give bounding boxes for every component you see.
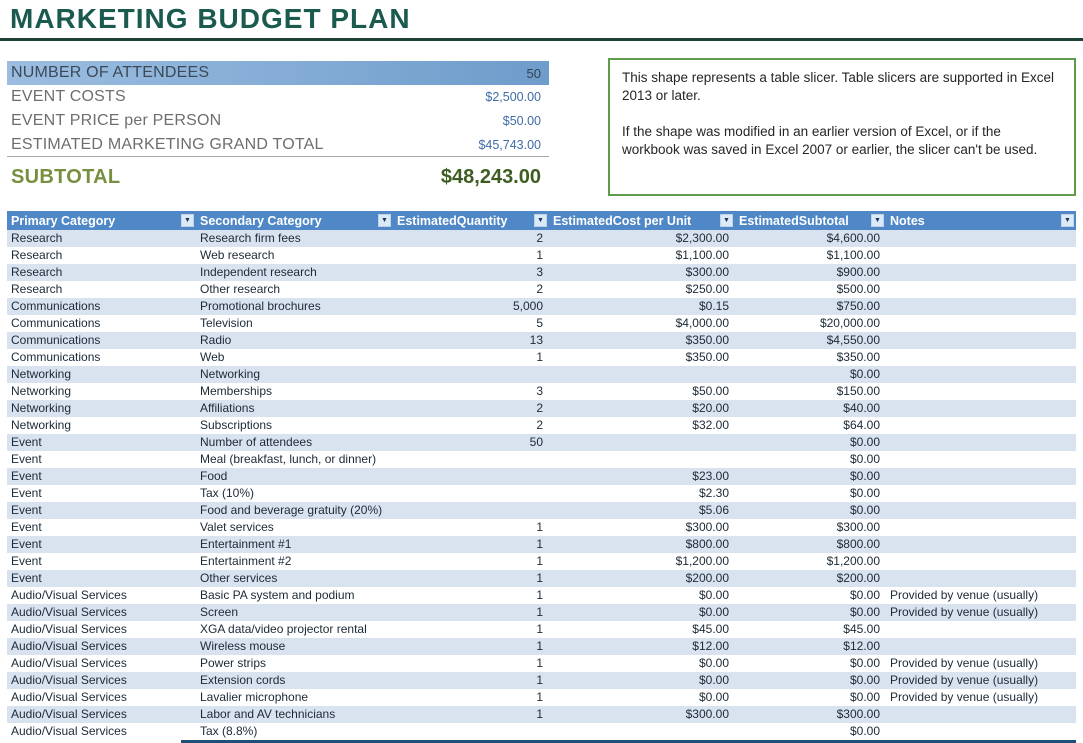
filter-dropdown-icon[interactable]: ▼ bbox=[720, 214, 733, 227]
cell-secondary-category[interactable]: Wireless mouse bbox=[200, 639, 286, 653]
cell-estimated-cost-per-unit[interactable]: $50.00 bbox=[692, 384, 729, 398]
cell-primary-category[interactable]: Networking bbox=[11, 367, 72, 381]
cell-estimated-quantity[interactable]: 1 bbox=[536, 707, 543, 721]
budget-table bbox=[7, 211, 1076, 740]
cell-estimated-cost-per-unit[interactable]: $200.00 bbox=[685, 571, 729, 585]
cell-estimated-subtotal[interactable]: $0.00 bbox=[849, 724, 880, 738]
table-row bbox=[7, 281, 1076, 298]
table-row bbox=[7, 553, 1076, 570]
cell-primary-category[interactable]: Audio/Visual Services bbox=[11, 605, 127, 619]
cell-notes[interactable] bbox=[886, 434, 1076, 451]
cell-estimated-cost-per-unit[interactable]: $300.00 bbox=[685, 520, 729, 534]
grand-total-value-cell[interactable]: $45,743.00 bbox=[478, 137, 541, 152]
cell-primary-category[interactable]: Communications bbox=[11, 333, 101, 347]
cell-estimated-cost-per-unit[interactable]: $45.00 bbox=[692, 622, 729, 636]
cell-estimated-cost-per-unit[interactable]: $2.30 bbox=[698, 486, 729, 500]
cell-estimated-quantity[interactable]: 13 bbox=[529, 333, 543, 347]
cell-secondary-category[interactable]: Valet services bbox=[200, 520, 274, 534]
cell-estimated-subtotal[interactable]: $45.00 bbox=[843, 622, 880, 636]
cell-estimated-quantity[interactable]: 2 bbox=[536, 282, 543, 296]
cell-secondary-category[interactable]: Number of attendees bbox=[200, 435, 313, 449]
cell-notes[interactable] bbox=[886, 621, 1076, 638]
table-row bbox=[7, 536, 1076, 553]
cell-estimated-quantity[interactable]: 5,000 bbox=[512, 299, 543, 313]
cell-secondary-category[interactable]: Networking bbox=[200, 367, 261, 381]
cell-estimated-cost-per-unit[interactable]: $4,000.00 bbox=[675, 316, 729, 330]
table-row bbox=[7, 706, 1076, 723]
cell-notes[interactable] bbox=[886, 230, 1076, 247]
cell-estimated-cost-per-unit[interactable]: $5.06 bbox=[698, 503, 729, 517]
cell-estimated-subtotal[interactable]: $0.00 bbox=[849, 503, 880, 517]
column-header-label: Primary Category bbox=[11, 213, 116, 228]
cell-secondary-category[interactable]: Food bbox=[200, 469, 228, 483]
column-header-label: Notes bbox=[890, 213, 925, 228]
cell-estimated-cost-per-unit[interactable] bbox=[549, 434, 735, 451]
cell-estimated-subtotal[interactable]: $150.00 bbox=[836, 384, 880, 398]
page-title: MARKETING BUDGET PLAN bbox=[10, 3, 411, 34]
table-row bbox=[7, 400, 1076, 417]
cell-estimated-quantity[interactable] bbox=[393, 723, 549, 740]
subtotal-label-cell[interactable]: SUBTOTAL bbox=[11, 166, 121, 188]
cell-estimated-cost-per-unit[interactable]: $12.00 bbox=[692, 639, 729, 653]
cell-secondary-category[interactable]: Food and beverage gratuity (20%) bbox=[200, 503, 383, 517]
cell-estimated-quantity[interactable]: 1 bbox=[536, 690, 543, 704]
cell-notes[interactable] bbox=[886, 468, 1076, 485]
table-row bbox=[7, 638, 1076, 655]
cell-secondary-category[interactable]: Power strips bbox=[200, 656, 267, 670]
cell-secondary-category[interactable]: Extension cords bbox=[200, 673, 286, 687]
column-header-estimated-subtotal bbox=[735, 211, 886, 230]
attendees-value-cell[interactable]: 50 bbox=[526, 65, 541, 81]
cell-estimated-subtotal[interactable]: $200.00 bbox=[836, 571, 880, 585]
table-row bbox=[7, 451, 1076, 468]
cell-notes[interactable] bbox=[886, 349, 1076, 366]
cell-estimated-quantity[interactable]: 2 bbox=[536, 401, 543, 415]
cell-notes[interactable] bbox=[886, 553, 1076, 570]
cell-primary-category[interactable]: Research bbox=[11, 265, 63, 279]
table-row bbox=[7, 366, 1076, 383]
summary-row-grand-total bbox=[7, 133, 549, 157]
table-row bbox=[7, 723, 1076, 740]
cell-primary-category[interactable]: Event bbox=[11, 503, 42, 517]
cell-primary-category[interactable]: Networking bbox=[11, 384, 72, 398]
table-row bbox=[7, 570, 1076, 587]
cell-estimated-quantity[interactable]: 1 bbox=[536, 537, 543, 551]
cell-secondary-category[interactable]: Web bbox=[200, 350, 225, 364]
cell-secondary-category[interactable]: Tax (8.8%) bbox=[200, 724, 258, 738]
cell-estimated-subtotal[interactable]: $64.00 bbox=[843, 418, 880, 432]
cell-secondary-category[interactable]: Entertainment #2 bbox=[200, 554, 292, 568]
cell-estimated-quantity[interactable]: 2 bbox=[536, 418, 543, 432]
cell-estimated-quantity[interactable]: 3 bbox=[536, 384, 543, 398]
column-header-label: EstimatedSubtotal bbox=[739, 213, 849, 228]
cell-estimated-cost-per-unit[interactable] bbox=[549, 723, 735, 740]
cell-estimated-cost-per-unit[interactable] bbox=[549, 366, 735, 383]
cell-notes[interactable] bbox=[886, 638, 1076, 655]
cell-estimated-quantity[interactable]: 2 bbox=[536, 231, 543, 245]
cell-primary-category[interactable]: Event bbox=[11, 486, 42, 500]
table-row bbox=[7, 349, 1076, 366]
cell-estimated-quantity[interactable]: 1 bbox=[536, 248, 543, 262]
table-row bbox=[7, 502, 1076, 519]
cell-primary-category[interactable]: Audio/Visual Services bbox=[11, 588, 127, 602]
cell-notes[interactable] bbox=[886, 315, 1076, 332]
cell-notes[interactable] bbox=[886, 383, 1076, 400]
table-row bbox=[7, 247, 1076, 264]
cell-estimated-quantity[interactable]: 1 bbox=[536, 520, 543, 534]
cell-notes[interactable] bbox=[886, 723, 1076, 740]
cell-estimated-quantity[interactable] bbox=[393, 366, 549, 383]
cell-estimated-quantity[interactable]: 5 bbox=[536, 316, 543, 330]
cell-estimated-cost-per-unit[interactable]: $350.00 bbox=[685, 350, 729, 364]
column-header-label: EstimatedCost per Unit bbox=[553, 213, 692, 228]
cell-secondary-category[interactable]: Meal (breakfast, lunch, or dinner) bbox=[200, 452, 377, 466]
column-header-estimated-quantity bbox=[393, 211, 549, 230]
table-row bbox=[7, 587, 1076, 604]
cell-notes[interactable] bbox=[886, 247, 1076, 264]
cell-estimated-subtotal[interactable]: $1,200.00 bbox=[826, 554, 880, 568]
cell-estimated-subtotal[interactable]: $0.00 bbox=[849, 435, 880, 449]
cell-estimated-cost-per-unit[interactable]: $0.00 bbox=[698, 690, 729, 704]
cell-estimated-quantity[interactable] bbox=[393, 468, 549, 485]
cell-estimated-cost-per-unit[interactable]: $0.00 bbox=[698, 605, 729, 619]
cell-primary-category[interactable]: Event bbox=[11, 571, 42, 585]
cell-secondary-category[interactable]: Screen bbox=[200, 605, 239, 619]
column-header-estimated-cost-per-unit bbox=[549, 211, 735, 230]
cell-estimated-cost-per-unit[interactable]: $0.00 bbox=[698, 656, 729, 670]
cell-secondary-category[interactable]: XGA data/video projector rental bbox=[200, 622, 367, 636]
table-row bbox=[7, 468, 1076, 485]
cell-primary-category[interactable]: Event bbox=[11, 554, 42, 568]
cell-estimated-subtotal[interactable]: $0.00 bbox=[849, 367, 880, 381]
cell-primary-category[interactable]: Networking bbox=[11, 401, 72, 415]
table-row bbox=[7, 434, 1076, 451]
cell-estimated-quantity[interactable]: 50 bbox=[529, 435, 543, 449]
slicer-note-shape[interactable] bbox=[608, 58, 1076, 196]
cell-primary-category[interactable]: Event bbox=[11, 452, 42, 466]
cell-estimated-cost-per-unit[interactable]: $32.00 bbox=[692, 418, 729, 432]
cell-secondary-category[interactable]: Basic PA system and podium bbox=[200, 588, 355, 602]
cell-primary-category[interactable]: Event bbox=[11, 537, 42, 551]
event-costs-label-cell[interactable]: EVENT COSTS bbox=[11, 88, 126, 105]
table-row bbox=[7, 621, 1076, 638]
filter-dropdown-icon[interactable]: ▼ bbox=[534, 214, 547, 227]
filter-dropdown-icon[interactable]: ▼ bbox=[1061, 214, 1074, 227]
cell-secondary-category[interactable]: Tax (10%) bbox=[200, 486, 255, 500]
cell-primary-category[interactable]: Audio/Visual Services bbox=[11, 707, 127, 721]
summary-row-event-price bbox=[7, 109, 549, 133]
cell-primary-category[interactable]: Audio/Visual Services bbox=[11, 656, 127, 670]
filter-dropdown-icon[interactable]: ▼ bbox=[871, 214, 884, 227]
cell-estimated-subtotal[interactable]: $1,100.00 bbox=[826, 248, 880, 262]
column-header-label: Secondary Category bbox=[200, 213, 322, 228]
cell-estimated-subtotal[interactable]: $750.00 bbox=[836, 299, 880, 313]
event-costs-value-cell[interactable]: $2,500.00 bbox=[485, 90, 541, 104]
cell-estimated-quantity[interactable] bbox=[393, 502, 549, 519]
attendees-label-cell[interactable]: NUMBER OF ATTENDEES bbox=[11, 64, 210, 81]
table-row bbox=[7, 298, 1076, 315]
cell-primary-category[interactable]: Research bbox=[11, 231, 63, 245]
summary-row-attendees bbox=[7, 61, 549, 85]
cell-estimated-subtotal[interactable]: $20,000.00 bbox=[819, 316, 880, 330]
table-row bbox=[7, 672, 1076, 689]
cell-primary-category[interactable]: Audio/Visual Services bbox=[11, 639, 127, 653]
grand-total-label-cell[interactable]: ESTIMATED MARKETING GRAND TOTAL bbox=[11, 135, 324, 153]
cell-estimated-cost-per-unit[interactable]: $1,100.00 bbox=[675, 248, 729, 262]
cell-notes[interactable] bbox=[886, 570, 1076, 587]
cell-estimated-quantity[interactable]: 1 bbox=[536, 554, 543, 568]
cell-estimated-cost-per-unit[interactable]: $300.00 bbox=[685, 265, 729, 279]
cell-primary-category[interactable]: Event bbox=[11, 469, 42, 483]
cell-estimated-cost-per-unit[interactable]: $300.00 bbox=[685, 707, 729, 721]
table-row bbox=[7, 485, 1076, 502]
cell-estimated-subtotal[interactable]: $4,550.00 bbox=[826, 333, 880, 347]
cell-primary-category[interactable]: Audio/Visual Services bbox=[11, 690, 127, 704]
cell-estimated-quantity[interactable] bbox=[393, 485, 549, 502]
cell-estimated-subtotal[interactable]: $900.00 bbox=[836, 265, 880, 279]
cell-estimated-cost-per-unit[interactable]: $250.00 bbox=[685, 282, 729, 296]
cell-notes[interactable] bbox=[886, 519, 1076, 536]
cell-secondary-category[interactable]: Promotional brochures bbox=[200, 299, 321, 313]
table-row bbox=[7, 655, 1076, 672]
cell-estimated-quantity[interactable]: 1 bbox=[536, 622, 543, 636]
event-price-value-cell[interactable]: $50.00 bbox=[502, 114, 541, 128]
summary-panel bbox=[7, 61, 549, 196]
cell-notes[interactable]: Provided by venue (usually) bbox=[890, 690, 1039, 704]
cell-estimated-quantity[interactable]: 1 bbox=[536, 639, 543, 653]
summary-row-event-costs bbox=[7, 85, 549, 109]
cell-primary-category[interactable]: Audio/Visual Services bbox=[11, 622, 127, 636]
subtotal-value-cell[interactable]: $48,243.00 bbox=[440, 166, 541, 188]
cell-notes[interactable] bbox=[886, 706, 1076, 723]
cell-secondary-category[interactable]: Other research bbox=[200, 282, 281, 296]
cell-estimated-cost-per-unit[interactable]: $350.00 bbox=[685, 333, 729, 347]
cell-primary-category[interactable]: Event bbox=[11, 520, 42, 534]
title-divider bbox=[0, 38, 1083, 41]
cell-estimated-subtotal[interactable]: $0.00 bbox=[849, 486, 880, 500]
cell-notes[interactable] bbox=[886, 417, 1076, 434]
cell-notes[interactable] bbox=[886, 332, 1076, 349]
column-header-secondary-category bbox=[196, 211, 393, 230]
cell-estimated-quantity[interactable]: 3 bbox=[536, 265, 543, 279]
cell-secondary-category[interactable]: Web research bbox=[200, 248, 275, 262]
cell-notes[interactable]: Provided by venue (usually) bbox=[890, 673, 1039, 687]
table-row bbox=[7, 417, 1076, 434]
cell-estimated-subtotal[interactable]: $0.00 bbox=[849, 656, 880, 670]
cell-estimated-cost-per-unit[interactable]: $23.00 bbox=[692, 469, 729, 483]
cell-secondary-category[interactable]: Independent research bbox=[200, 265, 317, 279]
cell-estimated-cost-per-unit[interactable] bbox=[549, 451, 735, 468]
cell-estimated-quantity[interactable] bbox=[393, 451, 549, 468]
cell-estimated-cost-per-unit[interactable]: $1,200.00 bbox=[675, 554, 729, 568]
slicer-note-paragraph-2: If the shape was modified in an earlier version of Excel, or if the workbook was saved in Excel 2007 or earlier, the slicer can't be used. bbox=[622, 123, 1038, 157]
cell-primary-category[interactable]: Communications bbox=[11, 299, 101, 313]
table-row bbox=[7, 315, 1076, 332]
cell-estimated-cost-per-unit[interactable]: $0.00 bbox=[698, 588, 729, 602]
cell-notes[interactable] bbox=[886, 536, 1076, 553]
cell-estimated-subtotal[interactable]: $12.00 bbox=[843, 639, 880, 653]
cell-notes[interactable]: Provided by venue (usually) bbox=[890, 588, 1039, 602]
cell-estimated-quantity[interactable]: 1 bbox=[536, 673, 543, 687]
cell-primary-category[interactable]: Audio/Visual Services bbox=[11, 724, 127, 738]
cell-estimated-subtotal[interactable]: $0.00 bbox=[849, 469, 880, 483]
cell-secondary-category[interactable]: Other services bbox=[200, 571, 278, 585]
summary-row-subtotal bbox=[7, 159, 549, 196]
cell-secondary-category[interactable]: Lavalier microphone bbox=[200, 690, 309, 704]
cell-estimated-subtotal[interactable]: $800.00 bbox=[836, 537, 880, 551]
cell-secondary-category[interactable]: Radio bbox=[200, 333, 232, 347]
cell-secondary-category[interactable]: Memberships bbox=[200, 384, 273, 398]
cell-notes[interactable] bbox=[886, 281, 1076, 298]
table-row bbox=[7, 383, 1076, 400]
cell-primary-category[interactable]: Networking bbox=[11, 418, 72, 432]
cell-notes[interactable]: Provided by venue (usually) bbox=[890, 605, 1039, 619]
cell-estimated-subtotal[interactable]: $350.00 bbox=[836, 350, 880, 364]
table-row bbox=[7, 264, 1076, 281]
cell-estimated-subtotal[interactable]: $0.00 bbox=[849, 588, 880, 602]
cell-notes[interactable] bbox=[886, 451, 1076, 468]
cell-notes[interactable] bbox=[886, 264, 1076, 281]
cell-estimated-cost-per-unit[interactable]: $2,300.00 bbox=[675, 231, 729, 245]
cell-primary-category[interactable]: Communications bbox=[11, 350, 101, 364]
cell-estimated-quantity[interactable]: 1 bbox=[536, 571, 543, 585]
cell-secondary-category[interactable]: Labor and AV technicians bbox=[200, 707, 336, 721]
cell-estimated-cost-per-unit[interactable]: $0.00 bbox=[698, 673, 729, 687]
cell-primary-category[interactable]: Audio/Visual Services bbox=[11, 673, 127, 687]
cell-estimated-subtotal[interactable]: $4,600.00 bbox=[826, 231, 880, 245]
table-row bbox=[7, 230, 1076, 247]
budget-table-body bbox=[7, 230, 1076, 740]
cell-secondary-category[interactable]: Subscriptions bbox=[200, 418, 273, 432]
cell-estimated-quantity[interactable]: 1 bbox=[536, 656, 543, 670]
cell-primary-category[interactable]: Event bbox=[11, 435, 42, 449]
cell-estimated-subtotal[interactable]: $0.00 bbox=[849, 690, 880, 704]
cell-notes[interactable]: Provided by venue (usually) bbox=[890, 656, 1039, 670]
cell-secondary-category[interactable]: Television bbox=[200, 316, 253, 330]
cell-estimated-subtotal[interactable]: $0.00 bbox=[849, 452, 880, 466]
cell-secondary-category[interactable]: Affiliations bbox=[200, 401, 255, 415]
cell-notes[interactable] bbox=[886, 502, 1076, 519]
column-header-notes bbox=[886, 211, 1076, 230]
cell-primary-category[interactable]: Research bbox=[11, 282, 63, 296]
cell-notes[interactable] bbox=[886, 485, 1076, 502]
cell-secondary-category[interactable]: Entertainment #1 bbox=[200, 537, 292, 551]
cell-estimated-subtotal[interactable]: $0.00 bbox=[849, 673, 880, 687]
cell-estimated-subtotal[interactable]: $0.00 bbox=[849, 605, 880, 619]
filter-dropdown-icon[interactable]: ▼ bbox=[181, 214, 194, 227]
cell-estimated-subtotal[interactable]: $300.00 bbox=[836, 707, 880, 721]
table-header-row bbox=[7, 211, 1076, 230]
column-header-label: EstimatedQuantity bbox=[397, 213, 508, 228]
cell-estimated-cost-per-unit[interactable]: $0.15 bbox=[698, 299, 729, 313]
cell-notes[interactable] bbox=[886, 400, 1076, 417]
cell-estimated-quantity[interactable]: 1 bbox=[536, 588, 543, 602]
table-row bbox=[7, 689, 1076, 706]
slicer-note-paragraph-1: This shape represents a table slicer. Table slicers are supported in Excel 2013 or later. bbox=[622, 70, 1054, 103]
cell-estimated-subtotal[interactable]: $40.00 bbox=[843, 401, 880, 415]
cell-primary-category[interactable]: Communications bbox=[11, 316, 101, 330]
cell-estimated-subtotal[interactable]: $300.00 bbox=[836, 520, 880, 534]
event-price-label-cell[interactable]: EVENT PRICE per PERSON bbox=[11, 112, 222, 129]
filter-dropdown-icon[interactable]: ▼ bbox=[378, 214, 391, 227]
column-header-primary-category bbox=[7, 211, 196, 230]
cell-notes[interactable] bbox=[886, 366, 1076, 383]
table-row bbox=[7, 604, 1076, 621]
cell-estimated-cost-per-unit[interactable]: $20.00 bbox=[692, 401, 729, 415]
cell-estimated-quantity[interactable]: 1 bbox=[536, 605, 543, 619]
cell-notes[interactable] bbox=[886, 298, 1076, 315]
cell-estimated-subtotal[interactable]: $500.00 bbox=[836, 282, 880, 296]
cell-estimated-cost-per-unit[interactable]: $800.00 bbox=[685, 537, 729, 551]
cell-secondary-category[interactable]: Research firm fees bbox=[200, 231, 301, 245]
cell-primary-category[interactable]: Research bbox=[11, 248, 63, 262]
table-row bbox=[7, 332, 1076, 349]
table-row bbox=[7, 519, 1076, 536]
cell-estimated-quantity[interactable]: 1 bbox=[536, 350, 543, 364]
